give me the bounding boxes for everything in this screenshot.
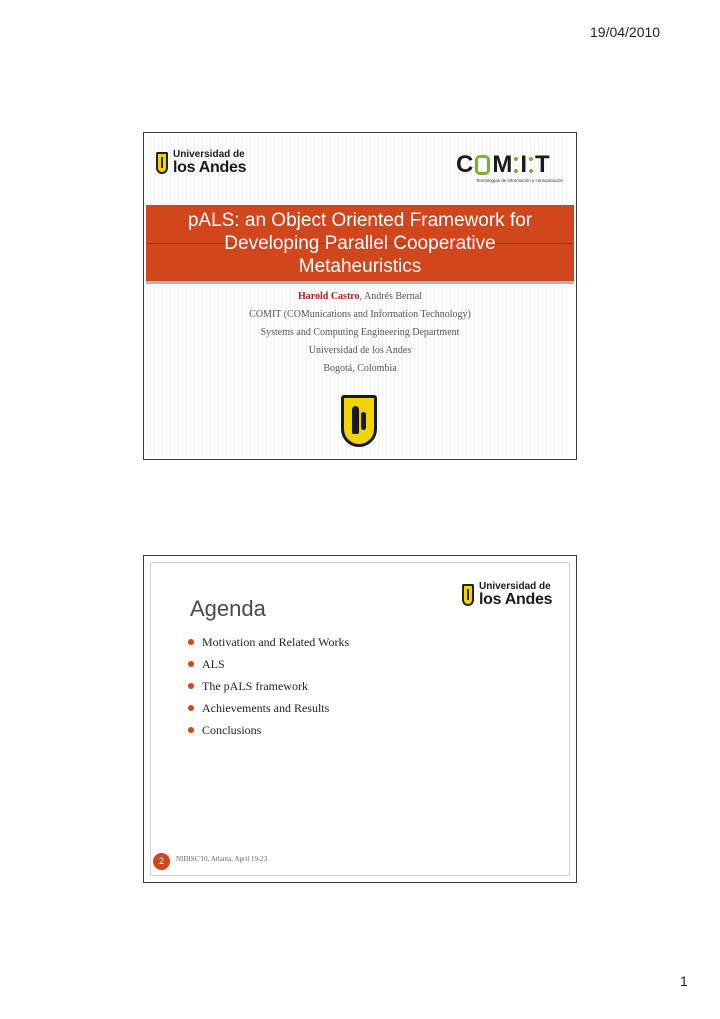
university-emblem-icon	[462, 584, 474, 606]
authors	[144, 291, 576, 302]
comit-dots-icon	[529, 157, 533, 173]
agenda-item-label: The pALS framework	[202, 679, 308, 693]
university-logo	[462, 582, 552, 608]
university-logo-line2: los Andes	[479, 591, 553, 608]
university-logo-line2: los Andes	[173, 159, 247, 176]
affiliation-line: Systems and Computing Engineering Department	[260, 327, 460, 338]
comit-dots-icon	[514, 157, 518, 173]
bullet-icon	[188, 705, 194, 711]
comit-letter-i: I	[520, 151, 528, 178]
comit-letter-t: T	[535, 151, 550, 178]
comit-letter-m: M	[492, 151, 513, 178]
university-logo-line1: Universidad de	[479, 581, 551, 592]
title-band	[146, 205, 574, 281]
comit-tagline: Tecnologías de información y comunicación	[476, 178, 564, 183]
affiliation-line: COMIT (COMunications and Information Technology)	[249, 309, 471, 320]
agenda-item-label: Conclusions	[202, 723, 262, 737]
slide-footer: NIDISC'10, Atlanta, April 19-23	[176, 855, 268, 863]
slide-number-badge: 2	[153, 853, 170, 870]
agenda-item-label: Achievements and Results	[202, 701, 330, 715]
slide-1	[143, 132, 577, 460]
university-shield-icon	[341, 395, 377, 447]
affiliation-line: Universidad de los Andes	[308, 345, 412, 356]
agenda-heading: Agenda	[190, 596, 266, 621]
bullet-icon	[188, 727, 194, 733]
comit-letter-c: C	[456, 151, 474, 178]
agenda-item	[188, 678, 349, 700]
agenda-item	[188, 722, 349, 744]
university-logo-line1: Universidad de	[173, 149, 245, 160]
comit-o-icon	[475, 155, 490, 175]
affiliation-line: Bogotá, Colombia	[323, 363, 397, 374]
page-date: 19/04/2010	[590, 24, 661, 40]
agenda-item-label: ALS	[202, 657, 225, 671]
agenda-item	[188, 656, 349, 678]
agenda-list	[188, 634, 349, 744]
slide-2	[143, 555, 577, 883]
author-main: Harold Castro	[297, 291, 360, 302]
bullet-icon	[188, 683, 194, 689]
comit-logo	[456, 153, 566, 187]
page-number: 1	[680, 973, 688, 989]
agenda-item-label: Motivation and Related Works	[202, 635, 350, 649]
university-logo	[156, 150, 246, 176]
slide-title-line: Developing Parallel Cooperative	[224, 233, 496, 254]
bullet-icon	[188, 661, 194, 667]
university-emblem-icon	[156, 152, 168, 174]
agenda-item	[188, 634, 349, 656]
agenda-item	[188, 700, 349, 722]
slide-title-line: pALS: an Object Oriented Framework for	[187, 210, 533, 231]
bullet-icon	[188, 639, 194, 645]
slide-title-line: Metaheuristics	[298, 256, 422, 277]
slide-title	[146, 209, 574, 278]
author-others: , Andrés Bernal	[359, 291, 423, 302]
